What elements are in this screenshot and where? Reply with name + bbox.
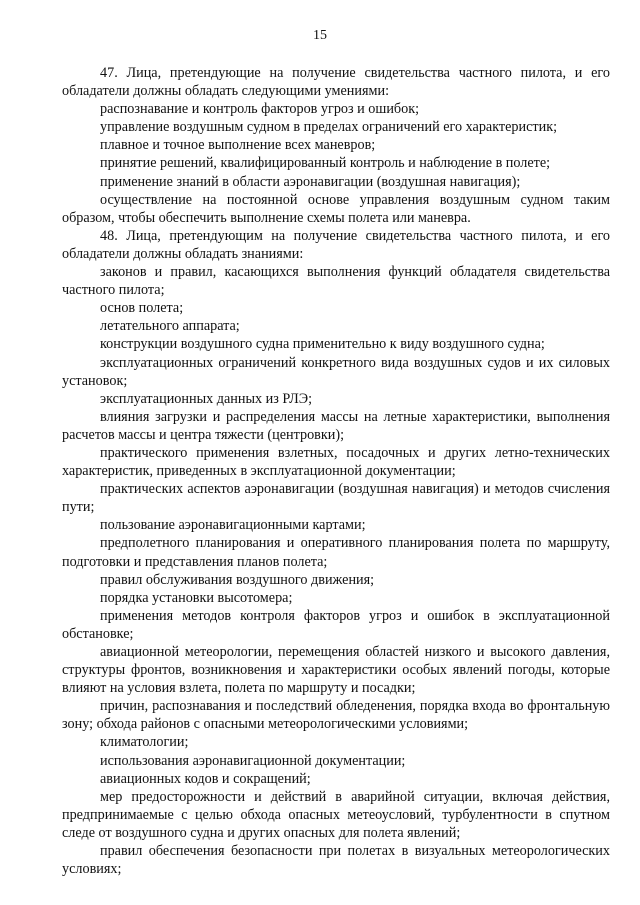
knowledge-item: авиационных кодов и сокращений; xyxy=(100,770,311,787)
knowledge-item: применения методов контроля факторов угроз и ошибок в эксплуатационной обстановке; xyxy=(62,607,610,642)
knowledge-item: эксплуатационных ограничений конкретного вида воздушных судов и их силовых установок; xyxy=(62,354,610,389)
skill-item: распознавание и контроль факторов угроз и ошибок; xyxy=(100,101,420,118)
knowledge-item: предполетного планирования и оперативного планирования полета по маршруту, подготовки и представления планов полета; xyxy=(62,535,610,570)
knowledge-item: авиационной метеорологии, перемещения областей низкого и высокого давления, структуры фронтов, возникновения и характеристики особых явлений погоды, которые влияют на условия взлета, полета по маршруту и посадки; xyxy=(62,644,610,697)
knowledge-item: правил обеспечения безопасности при полетах в визуальных метеорологических условиях; xyxy=(62,843,610,878)
skill-item: осуществление на постоянной основе управления воздушным судном таким образом, чтобы обеспечить выполнение схемы полета или маневра. xyxy=(62,191,610,226)
document-body xyxy=(62,64,610,878)
knowledge-item: основ полета; xyxy=(100,300,184,317)
knowledge-item: пользование аэронавигационными картами; xyxy=(100,517,366,534)
knowledge-item: практических аспектов аэронавигации (воздушная навигация) и методов счисления пути; xyxy=(62,481,610,516)
skill-item: плавное и точное выполнение всех маневров; xyxy=(100,137,376,154)
page-number: 15 xyxy=(313,28,327,43)
knowledge-item: использования аэронавигационной документации; xyxy=(100,752,406,769)
knowledge-item: летательного аппарата; xyxy=(100,318,240,335)
knowledge-item: конструкции воздушного судна применительно к виду воздушного судна; xyxy=(100,336,545,353)
knowledge-item: влияния загрузки и распределения массы на летные характеристики, выполнения расчетов массы и центра тяжести (центровки); xyxy=(62,408,610,443)
paragraph-48-intro: 48. Лица, претендующим на получение свидетельства частного пилота, и его обладатели должны обладать знаниями: xyxy=(62,227,610,262)
knowledge-item: эксплуатационных данных из РЛЭ; xyxy=(100,390,313,407)
skill-item: принятие решений, квалифицированный контроль и наблюдение в полете; xyxy=(100,155,551,172)
knowledge-item: причин, распознавания и последствий обледенения, порядка входа во фронтальную зону; обхода районов с опасными метеорологическими условиями; xyxy=(62,698,610,733)
knowledge-item: законов и правил, касающихся выполнения функций обладателя свидетельства частного пилота; xyxy=(62,264,610,299)
skill-item: управление воздушным судном в пределах ограничений его характеристик; xyxy=(100,119,558,136)
knowledge-item: климатологии; xyxy=(100,734,189,751)
knowledge-item: практического применения взлетных, посадочных и других летно-технических характеристик, приведенных в эксплуатационной документации; xyxy=(62,444,610,480)
knowledge-item: правил обслуживания воздушного движения; xyxy=(100,571,375,588)
knowledge-item: мер предосторожности и действий в аварийной ситуации, включая действия, предпринимаемые с целью обхода опасных метеоусловий, турбулентности в спутном следе от воздушного судна и других опасных для полета явлений; xyxy=(62,788,610,841)
knowledge-item: порядка установки высотомера; xyxy=(100,589,293,606)
paragraph-47-intro: 47. Лица, претендующие на получение свидетельства частного пилота, и его обладатели должны обладать следующими умениями: xyxy=(62,65,610,100)
skill-item: применение знаний в области аэронавигации (воздушная навигация); xyxy=(100,173,521,190)
